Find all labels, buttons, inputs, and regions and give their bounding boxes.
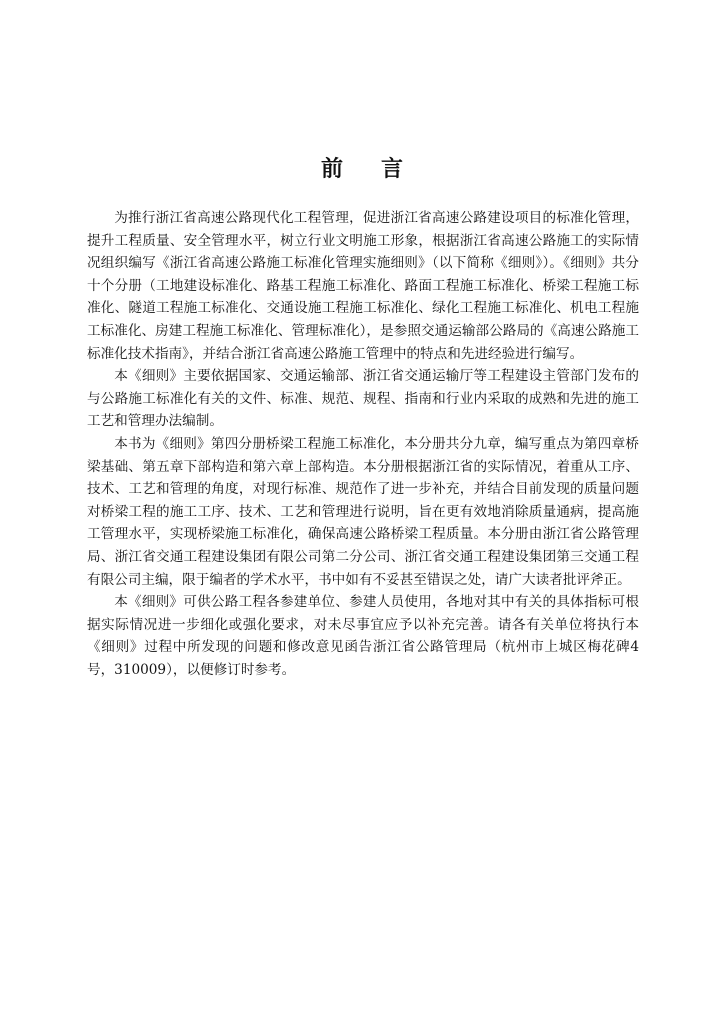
paragraph-3: 本书为《细则》第四分册桥梁工程施工标准化，本分册共分九章，编写重点为第四章桥梁基础、第五章下部构造和第六章上部构造。本分册根据浙江省的实际情况，着重从工序、技术、工艺和管理的角度，对现行标准、规范作了进一步补充，并结合目前发现的质量问题对桥梁工程的施工工序、技术、工艺和管理进行说明，旨在更有效地消除质量通病，提高施工管理水平，实现桥梁施工标准化，确保高速公路桥梁工程质量。本分册由浙江省公路管理局、浙江省交通工程建设集团有限公司第二分公司、浙江省交通工程建设集团第三交通工程有限公司主编，限于编者的学术水平，书中如有不妥甚至错误之处，请广大读者批评斧正。 <box>87 435 639 588</box>
preface-body <box>87 207 639 681</box>
page-title: 前言 <box>320 157 441 182</box>
paragraph-2: 本《细则》主要依据国家、交通运输部、浙江省交通运输厅等工程建设主管部门发布的与公路施工标准化有关的文件、标准、规范、规程、指南和行业内采取的成熟和先进的施工工艺和管理办法编制。 <box>87 368 639 430</box>
paragraph-1: 为推行浙江省高速公路现代化工程管理，促进浙江省高速公路建设项目的标准化管理，提升工程质量、安全管理水平，树立行业文明施工形象，根据浙江省高速公路施工的实际情况组织编写《浙江省高速公路施工标准化管理实施细则》（以下简称《细则》）。《细则》共分十个分册（工地建设标准化、路基工程施工标准化、路面工程施工标准化、桥梁工程施工标准化、隧道工程施工标准化、交通设施工程施工标准化、绿化工程施工标准化、机电工程施工标准化、房建工程施工标准化、管理标准化），是参照交通运输部公路局的《高速公路施工标准化技术指南》，并结合浙江省高速公路施工管理中的特点和先进经验进行编写。 <box>87 210 639 362</box>
paragraph-4: 本《细则》可供公路工程各参建单位、参建人员使用，各地对其中有关的具体指标可根据实际情况进一步细化或强化要求，对未尽事宜应予以补充完善。请各有关单位将执行本《细则》过程中所发现的问题和修改意见函告浙江省公路管理局（杭州市上城区梅花碑4号，310009），以便修订时参考。 <box>87 594 639 678</box>
